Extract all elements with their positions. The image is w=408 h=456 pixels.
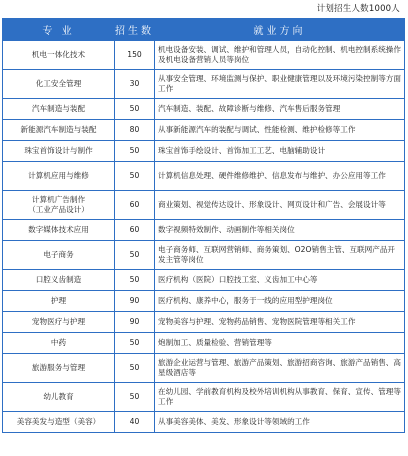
header-major: 专 业 bbox=[3, 19, 115, 41]
table-row bbox=[3, 41, 405, 70]
table-row bbox=[3, 99, 405, 120]
major-cell: 汽车制造与装配 bbox=[3, 99, 115, 120]
quota-cell: 150 bbox=[115, 41, 155, 70]
major-cell: 机电一体化技术 bbox=[3, 41, 115, 70]
direction-cell: 医疗机构、康养中心，服务于一线的应用型护理岗位 bbox=[155, 291, 405, 312]
table-header-row bbox=[3, 19, 405, 41]
quota-cell: 60 bbox=[115, 220, 155, 241]
major-cell: 数字媒体技术应用 bbox=[3, 220, 115, 241]
major-cell: 化工安全管理 bbox=[3, 70, 115, 99]
major-cell: 幼儿教育 bbox=[3, 383, 115, 412]
quota-cell: 30 bbox=[115, 70, 155, 99]
quota-cell: 50 bbox=[115, 162, 155, 191]
quota-cell: 80 bbox=[115, 120, 155, 141]
quota-cell: 50 bbox=[115, 333, 155, 354]
quota-cell: 50 bbox=[115, 99, 155, 120]
direction-cell: 在幼儿园、学前教育机构及校外培训机构从事教育、保育、宣传、管理等工作 bbox=[155, 383, 405, 412]
quota-cell: 90 bbox=[115, 312, 155, 333]
quota-cell: 90 bbox=[115, 291, 155, 312]
table-row bbox=[3, 412, 405, 433]
table-row bbox=[3, 162, 405, 191]
direction-cell: 从事新能源汽车的装配与调试、性能检测、维护检修等工作 bbox=[155, 120, 405, 141]
table-row bbox=[3, 383, 405, 412]
table-row bbox=[3, 120, 405, 141]
direction-cell: 炮制加工、质量检验、营销管理等 bbox=[155, 333, 405, 354]
table-row bbox=[3, 354, 405, 383]
table-row bbox=[3, 312, 405, 333]
quota-cell: 50 bbox=[115, 241, 155, 270]
direction-cell: 商业策划、视觉传达设计、形象设计、网页设计和广告、会展设计等 bbox=[155, 191, 405, 220]
direction-cell: 汽车制造、装配、故障诊断与维修、汽车售后服务管理 bbox=[155, 99, 405, 120]
enrollment-plan-table bbox=[2, 18, 405, 433]
direction-cell: 计算机信息处理、硬件维修维护、信息发布与维护、办公应用等工作 bbox=[155, 162, 405, 191]
direction-cell: 宠物美容与护理、宠物药品销售、宠物医院管理等相关工作 bbox=[155, 312, 405, 333]
major-cell: 美容美发与造型（美容） bbox=[3, 412, 115, 433]
header-quota: 招生数 bbox=[115, 19, 155, 41]
header-direction: 就业方向 bbox=[155, 19, 405, 41]
major-cell: 新能源汽车制造与装配 bbox=[3, 120, 115, 141]
major-cell: 宠物医疗与护理 bbox=[3, 312, 115, 333]
quota-cell: 50 bbox=[115, 383, 155, 412]
major-cell: 计算机应用与维修 bbox=[3, 162, 115, 191]
direction-cell: 数字视频特效制作、动画制作等相关岗位 bbox=[155, 220, 405, 241]
table-row bbox=[3, 70, 405, 99]
table-row bbox=[3, 191, 405, 220]
enrollment-total-note: 计划招生人数1000人 bbox=[316, 4, 400, 14]
major-cell: 中药 bbox=[3, 333, 115, 354]
table-row bbox=[3, 141, 405, 162]
table-row bbox=[3, 241, 405, 270]
major-cell: 珠宝首饰设计与制作 bbox=[3, 141, 115, 162]
quota-cell: 50 bbox=[115, 141, 155, 162]
major-cell: 旅游服务与管理 bbox=[3, 354, 115, 383]
direction-cell: 电子商务师、互联网营销师、商务策划、O2O销售主管、互联网产品开发主管等岗位 bbox=[155, 241, 405, 270]
direction-cell: 医疗机构（医院）口腔技工室、义齿加工中心等 bbox=[155, 270, 405, 291]
major-cell: 电子商务 bbox=[3, 241, 115, 270]
direction-cell: 机电设备安装、调试、维护和管理人员，自动化控制、机电控制系统操作及机电设备营销人员等岗位 bbox=[155, 41, 405, 70]
major-cell: 口腔义齿制造 bbox=[3, 270, 115, 291]
quota-cell: 50 bbox=[115, 270, 155, 291]
direction-cell: 从事美容美体、美发、形象设计等领域的工作 bbox=[155, 412, 405, 433]
direction-cell: 旅游企业运营与管理、旅游产品策划、旅游招商咨询、旅游产品销售、高星级酒店等 bbox=[155, 354, 405, 383]
table-row bbox=[3, 291, 405, 312]
major-cell: 护理 bbox=[3, 291, 115, 312]
table-row bbox=[3, 220, 405, 241]
table-row bbox=[3, 270, 405, 291]
quota-cell: 60 bbox=[115, 191, 155, 220]
direction-cell: 珠宝首饰手绘设计、首饰加工工艺、电脑辅助设计 bbox=[155, 141, 405, 162]
direction-cell: 从事安全管理、环境监测与保护、职业健康管理以及环境污染控制等方面工作 bbox=[155, 70, 405, 99]
table-row bbox=[3, 333, 405, 354]
quota-cell: 40 bbox=[115, 412, 155, 433]
quota-cell: 50 bbox=[115, 354, 155, 383]
major-cell: 计算机广告制作 （工业产品设计） bbox=[3, 191, 115, 220]
